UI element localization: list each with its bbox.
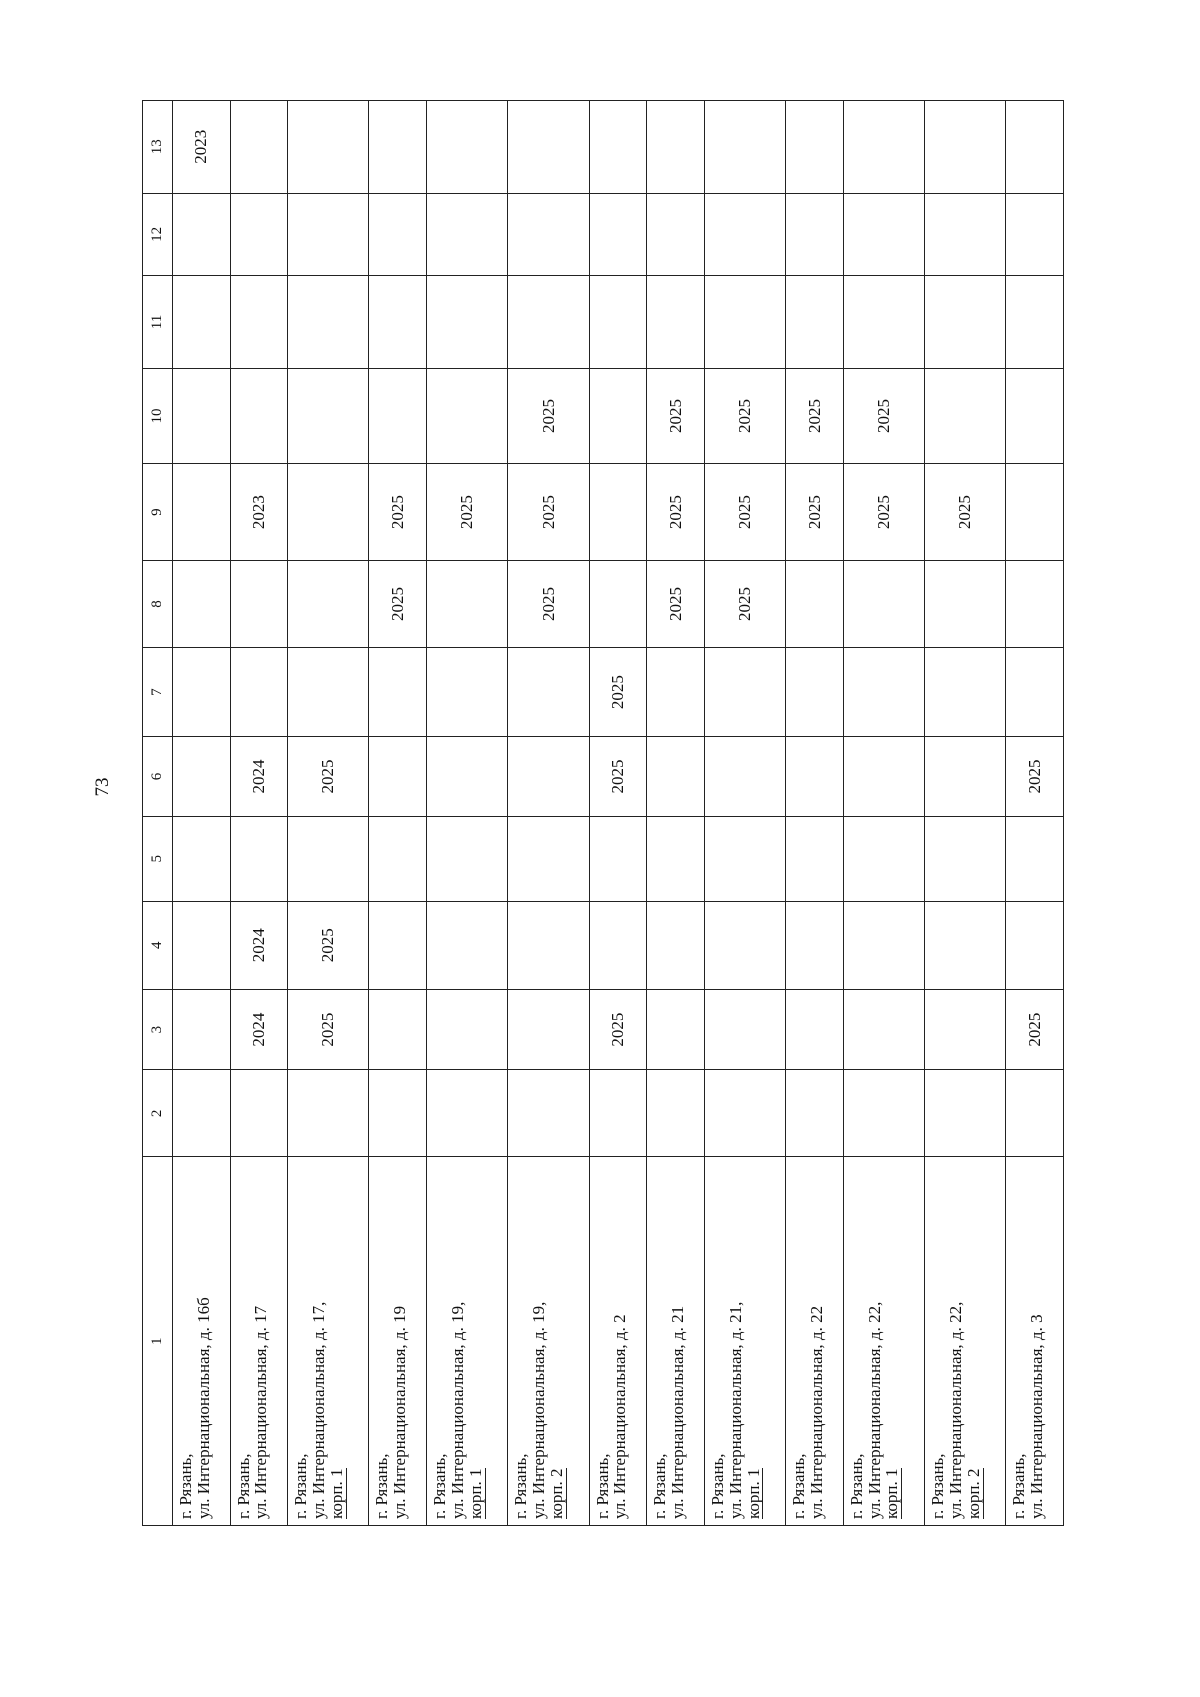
year-value: 2025 <box>318 1012 338 1047</box>
year-cell-col-3 <box>369 989 427 1070</box>
year-cell-col-13 <box>369 101 427 194</box>
schedule-table <box>142 100 1064 1526</box>
year-cell-col-11 <box>647 276 705 368</box>
year-cell-col-6 <box>230 737 288 817</box>
year-cell-col-7 <box>230 648 288 737</box>
address-cell <box>786 1157 844 1526</box>
address-line: ул. Интернациональная, д. 17 <box>251 1305 271 1519</box>
year-value: 2025 <box>538 587 558 622</box>
address-cell <box>230 1157 288 1526</box>
address-cell <box>1006 1157 1064 1526</box>
year-cell-col-7 <box>288 648 369 737</box>
year-cell-col-11 <box>369 276 427 368</box>
address-cell <box>288 1157 369 1526</box>
year-cell-col-10 <box>786 368 844 464</box>
year-value: 2025 <box>607 759 627 794</box>
year-cell-col-12 <box>786 193 844 276</box>
address-line: корп. 2 <box>963 1468 983 1519</box>
year-cell-col-6 <box>843 737 924 817</box>
year-cell-col-7 <box>427 648 508 737</box>
table-row <box>924 101 1005 1526</box>
year-cell-col-9 <box>172 464 230 561</box>
column-header-10: 10 <box>143 368 173 464</box>
column-header-9: 9 <box>143 464 173 561</box>
year-cell-col-12 <box>1006 193 1064 276</box>
year-cell-col-2 <box>288 1070 369 1157</box>
address-line: корп. 1 <box>743 1468 763 1519</box>
address-line: г. Рязань, <box>927 1453 947 1519</box>
address-cell <box>589 1157 647 1526</box>
year-value: 2025 <box>665 495 685 530</box>
year-cell-col-3 <box>843 989 924 1070</box>
year-value: 2025 <box>387 587 407 622</box>
year-cell-col-10 <box>647 368 705 464</box>
year-cell-col-9 <box>924 464 1005 561</box>
year-cell-col-9 <box>843 464 924 561</box>
year-cell-col-7 <box>647 648 705 737</box>
year-cell-col-9 <box>369 464 427 561</box>
year-cell-col-12 <box>427 193 508 276</box>
year-cell-col-5 <box>843 816 924 901</box>
year-cell-col-12 <box>172 193 230 276</box>
year-cell-col-4 <box>589 901 647 989</box>
year-cell-col-4 <box>704 901 785 989</box>
address-cell <box>704 1157 785 1526</box>
year-value: 2025 <box>607 675 627 710</box>
year-cell-col-2 <box>172 1070 230 1157</box>
year-value: 2025 <box>538 495 558 530</box>
year-value: 2024 <box>249 1012 269 1047</box>
column-header-7: 7 <box>143 648 173 737</box>
year-cell-col-7 <box>924 648 1005 737</box>
address-line: ул. Интернациональная, д. 22, <box>945 1301 965 1519</box>
year-cell-col-8 <box>1006 561 1064 648</box>
column-header-1: 1 <box>143 1157 173 1526</box>
address-cell <box>427 1157 508 1526</box>
year-cell-col-12 <box>704 193 785 276</box>
year-cell-col-10 <box>924 368 1005 464</box>
year-value: 2025 <box>804 495 824 530</box>
year-value: 2025 <box>665 398 685 433</box>
year-cell-col-11 <box>172 276 230 368</box>
year-cell-col-5 <box>508 816 589 901</box>
year-value: 2023 <box>191 129 211 164</box>
address-line: г. Рязань, <box>291 1453 311 1519</box>
year-cell-col-8 <box>508 561 589 648</box>
year-cell-col-8 <box>924 561 1005 648</box>
address-line: ул. Интернациональная, д. 21, <box>725 1301 745 1519</box>
year-value: 2024 <box>249 759 269 794</box>
year-cell-col-3 <box>647 989 705 1070</box>
address-line: г. Рязань, <box>430 1453 450 1519</box>
year-cell-col-8 <box>647 561 705 648</box>
year-cell-col-2 <box>1006 1070 1064 1157</box>
year-cell-col-6 <box>704 737 785 817</box>
year-cell-col-5 <box>704 816 785 901</box>
year-cell-col-8 <box>704 561 785 648</box>
page-number-text: 73 <box>92 777 113 797</box>
year-value: 2025 <box>735 398 755 433</box>
year-cell-col-4 <box>288 901 369 989</box>
address-line: корп. 1 <box>882 1468 902 1519</box>
year-value: 2025 <box>318 759 338 794</box>
year-cell-col-6 <box>288 737 369 817</box>
year-value: 2024 <box>249 928 269 963</box>
year-value: 2025 <box>538 398 558 433</box>
address-line: г. Рязань, <box>592 1453 612 1519</box>
year-cell-col-13 <box>288 101 369 194</box>
year-value: 2025 <box>804 398 824 433</box>
year-cell-col-6 <box>427 737 508 817</box>
year-cell-col-2 <box>786 1070 844 1157</box>
year-cell-col-4 <box>369 901 427 989</box>
year-cell-col-12 <box>647 193 705 276</box>
table-row <box>427 101 508 1526</box>
year-cell-col-11 <box>508 276 589 368</box>
year-cell-col-3 <box>172 989 230 1070</box>
address-line: г. Рязань, <box>846 1453 866 1519</box>
year-cell-col-10 <box>1006 368 1064 464</box>
year-cell-col-6 <box>508 737 589 817</box>
year-cell-col-11 <box>589 276 647 368</box>
year-cell-col-13 <box>647 101 705 194</box>
year-cell-col-9 <box>704 464 785 561</box>
year-cell-col-7 <box>704 648 785 737</box>
year-cell-col-7 <box>589 648 647 737</box>
year-cell-col-10 <box>427 368 508 464</box>
year-cell-col-4 <box>230 901 288 989</box>
year-cell-col-7 <box>508 648 589 737</box>
year-cell-col-2 <box>647 1070 705 1157</box>
year-cell-col-10 <box>508 368 589 464</box>
year-value: 2025 <box>873 398 893 433</box>
column-header-8: 8 <box>143 561 173 648</box>
year-cell-col-10 <box>843 368 924 464</box>
year-cell-col-8 <box>369 561 427 648</box>
year-cell-col-5 <box>427 816 508 901</box>
year-value: 2025 <box>873 495 893 530</box>
year-value: 2025 <box>1024 1012 1044 1047</box>
year-cell-col-5 <box>589 816 647 901</box>
year-cell-col-3 <box>427 989 508 1070</box>
year-cell-col-10 <box>172 368 230 464</box>
year-cell-col-9 <box>786 464 844 561</box>
year-cell-col-11 <box>704 276 785 368</box>
year-cell-col-8 <box>172 561 230 648</box>
year-cell-col-12 <box>589 193 647 276</box>
year-cell-col-9 <box>230 464 288 561</box>
address-line: г. Рязань, <box>707 1453 727 1519</box>
year-cell-col-13 <box>230 101 288 194</box>
year-cell-col-13 <box>704 101 785 194</box>
year-cell-col-8 <box>427 561 508 648</box>
address-line: корп. 2 <box>547 1468 567 1519</box>
year-cell-col-9 <box>647 464 705 561</box>
table-row <box>369 101 427 1526</box>
year-cell-col-2 <box>924 1070 1005 1157</box>
year-cell-col-6 <box>369 737 427 817</box>
year-cell-col-10 <box>230 368 288 464</box>
year-value: 2025 <box>955 495 975 530</box>
year-cell-col-3 <box>508 989 589 1070</box>
year-cell-col-13 <box>924 101 1005 194</box>
year-cell-col-9 <box>589 464 647 561</box>
table-row <box>1006 101 1064 1526</box>
year-cell-col-6 <box>589 737 647 817</box>
table-row <box>508 101 589 1526</box>
year-cell-col-12 <box>288 193 369 276</box>
address-line: ул. Интернациональная, д. 21 <box>668 1305 688 1519</box>
address-cell <box>843 1157 924 1526</box>
year-cell-col-5 <box>786 816 844 901</box>
column-header-6: 6 <box>143 737 173 817</box>
year-cell-col-2 <box>369 1070 427 1157</box>
address-line: корп. 1 <box>465 1468 485 1519</box>
year-cell-col-7 <box>1006 648 1064 737</box>
year-cell-col-4 <box>427 901 508 989</box>
address-line: ул. Интернациональная, д. 3 <box>1027 1314 1046 1519</box>
year-cell-col-9 <box>1006 464 1064 561</box>
table-row <box>172 101 230 1526</box>
address-line: ул. Интернациональная, д. 17, <box>309 1301 329 1519</box>
year-value: 2025 <box>735 495 755 530</box>
year-cell-col-5 <box>172 816 230 901</box>
year-cell-col-3 <box>230 989 288 1070</box>
year-cell-col-11 <box>230 276 288 368</box>
year-cell-col-11 <box>924 276 1005 368</box>
address-line: ул. Интернациональная, д. 19, <box>448 1301 467 1519</box>
year-cell-col-8 <box>288 561 369 648</box>
table-row <box>288 101 369 1526</box>
year-value: 2025 <box>318 928 338 963</box>
address-line: ул. Интернациональная, д. 2 <box>610 1314 630 1519</box>
year-cell-col-10 <box>288 368 369 464</box>
year-cell-col-8 <box>843 561 924 648</box>
year-cell-col-10 <box>704 368 785 464</box>
year-cell-col-3 <box>786 989 844 1070</box>
column-header-4: 4 <box>143 901 173 989</box>
year-cell-col-12 <box>843 193 924 276</box>
address-line: ул. Интернациональная, д. 22 <box>806 1305 826 1519</box>
address-line: ул. Интернациональная, д. 19 <box>390 1305 410 1519</box>
year-cell-col-9 <box>427 464 508 561</box>
header-row <box>143 101 173 1526</box>
year-value: 2025 <box>607 1012 627 1047</box>
year-cell-col-4 <box>924 901 1005 989</box>
table-row <box>589 101 647 1526</box>
year-cell-col-9 <box>288 464 369 561</box>
address-cell <box>508 1157 589 1526</box>
year-cell-col-6 <box>647 737 705 817</box>
year-value: 2025 <box>665 587 685 622</box>
year-cell-col-5 <box>1006 816 1064 901</box>
address-line: г. Рязань, <box>1009 1453 1029 1519</box>
year-value: 2025 <box>457 495 477 530</box>
column-header-5: 5 <box>143 816 173 901</box>
year-cell-col-6 <box>924 737 1005 817</box>
column-header-3: 3 <box>143 989 173 1070</box>
year-cell-col-11 <box>288 276 369 368</box>
year-value: 2025 <box>1024 759 1044 794</box>
address-line: г. Рязань, <box>175 1453 195 1519</box>
year-cell-col-13 <box>843 101 924 194</box>
year-cell-col-11 <box>1006 276 1064 368</box>
year-cell-col-2 <box>508 1070 589 1157</box>
year-cell-col-13 <box>1006 101 1064 194</box>
year-cell-col-3 <box>288 989 369 1070</box>
year-cell-col-7 <box>843 648 924 737</box>
year-cell-col-3 <box>589 989 647 1070</box>
year-cell-col-4 <box>786 901 844 989</box>
year-cell-col-5 <box>924 816 1005 901</box>
column-header-2: 2 <box>143 1070 173 1157</box>
year-cell-col-7 <box>369 648 427 737</box>
address-line: корп. 1 <box>326 1468 346 1519</box>
year-cell-col-12 <box>230 193 288 276</box>
year-cell-col-5 <box>230 816 288 901</box>
year-cell-col-13 <box>786 101 844 194</box>
column-header-13: 13 <box>143 101 173 194</box>
table-row <box>647 101 705 1526</box>
year-cell-col-8 <box>230 561 288 648</box>
year-value: 2025 <box>735 587 755 622</box>
year-cell-col-5 <box>647 816 705 901</box>
year-cell-col-6 <box>172 737 230 817</box>
year-cell-col-10 <box>369 368 427 464</box>
year-value: 2025 <box>387 495 407 530</box>
table-row <box>786 101 844 1526</box>
address-line: ул. Интернациональная, д. 19, <box>529 1301 549 1519</box>
year-cell-col-4 <box>172 901 230 989</box>
year-cell-col-13 <box>589 101 647 194</box>
year-cell-col-13 <box>172 101 230 194</box>
column-header-12: 12 <box>143 193 173 276</box>
year-cell-col-3 <box>924 989 1005 1070</box>
year-cell-col-2 <box>843 1070 924 1157</box>
year-cell-col-12 <box>369 193 427 276</box>
year-cell-col-2 <box>427 1070 508 1157</box>
year-cell-col-10 <box>589 368 647 464</box>
year-cell-col-7 <box>786 648 844 737</box>
address-line: г. Рязань, <box>511 1453 531 1519</box>
address-line: г. Рязань, <box>650 1453 670 1519</box>
rotated-table-wrapper <box>142 100 1064 1526</box>
year-cell-col-4 <box>647 901 705 989</box>
year-cell-col-6 <box>786 737 844 817</box>
year-cell-col-4 <box>508 901 589 989</box>
year-cell-col-11 <box>843 276 924 368</box>
year-value: 2023 <box>249 495 269 530</box>
column-header-11: 11 <box>143 276 173 368</box>
address-line: ул. Интернациональная, д. 16б <box>193 1297 213 1519</box>
year-cell-col-2 <box>589 1070 647 1157</box>
address-cell <box>647 1157 705 1526</box>
year-cell-col-8 <box>589 561 647 648</box>
year-cell-col-11 <box>786 276 844 368</box>
year-cell-col-4 <box>1006 901 1064 989</box>
address-line: г. Рязань, <box>233 1453 253 1519</box>
table-row <box>230 101 288 1526</box>
year-cell-col-9 <box>508 464 589 561</box>
address-line: г. Рязань, <box>372 1453 392 1519</box>
year-cell-col-11 <box>427 276 508 368</box>
year-cell-col-3 <box>1006 989 1064 1070</box>
year-cell-col-12 <box>508 193 589 276</box>
year-cell-col-7 <box>172 648 230 737</box>
year-cell-col-3 <box>704 989 785 1070</box>
address-cell <box>172 1157 230 1526</box>
year-cell-col-13 <box>427 101 508 194</box>
year-cell-col-13 <box>508 101 589 194</box>
table-row <box>704 101 785 1526</box>
year-cell-col-8 <box>786 561 844 648</box>
address-cell <box>369 1157 427 1526</box>
address-line: ул. Интернациональная, д. 22, <box>864 1301 884 1519</box>
address-line: г. Рязань, <box>789 1453 809 1519</box>
address-cell <box>924 1157 1005 1526</box>
year-cell-col-6 <box>1006 737 1064 817</box>
year-cell-col-5 <box>369 816 427 901</box>
year-cell-col-5 <box>288 816 369 901</box>
table-row <box>843 101 924 1526</box>
year-cell-col-4 <box>843 901 924 989</box>
year-cell-col-2 <box>704 1070 785 1157</box>
year-cell-col-2 <box>230 1070 288 1157</box>
year-cell-col-12 <box>924 193 1005 276</box>
